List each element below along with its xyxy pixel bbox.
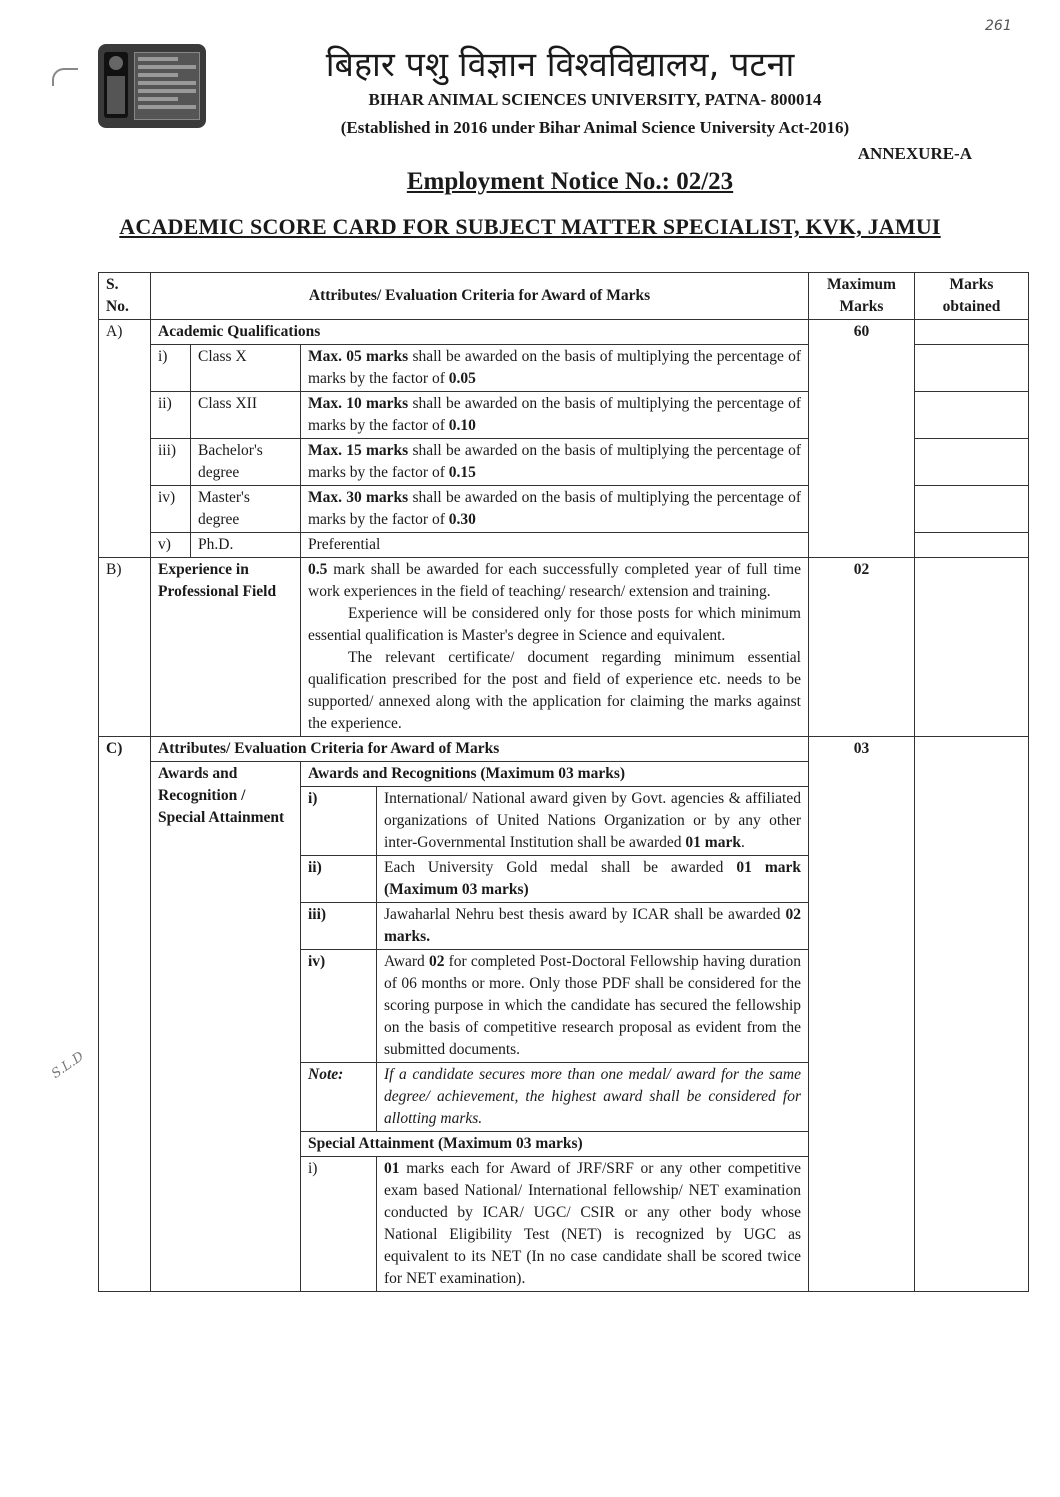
score-card-table — [98, 272, 1029, 1292]
marks-obtained-b — [915, 558, 1029, 737]
awards-heading: Awards and Recognitions (Maximum 03 marks) — [301, 762, 809, 787]
special-desc: 01 marks each for Award of JRF/SRF or any other competitive exam based National/ International fellowship/ NET examination conducted by ICAR/ UGC/ CSIR or any other body whose National Eligibility Test (NET) is recognized by UGC as equivalent to its NET (In no case candidate shall be scored twice for NET examination). — [377, 1157, 809, 1292]
header-sno: S. No. — [99, 273, 151, 320]
row-desc: Max. 30 marks shall be awarded on the basis of multiplying the percentage of marks by the factor of 0.30 — [301, 486, 809, 533]
row-desc: Max. 10 marks shall be awarded on the basis of multiplying the percentage of marks by the factor of 0.10 — [301, 392, 809, 439]
row-label: Bachelor's degree — [191, 439, 301, 486]
annexure-label: ANNEXURE-A — [857, 144, 972, 163]
award-num: i) — [301, 787, 377, 856]
section-b-row — [99, 558, 1029, 737]
marks-obtained-a5 — [915, 533, 1029, 558]
row-num: iv) — [151, 486, 191, 533]
note-label: Note: — [301, 1063, 377, 1132]
page-number: 261 — [985, 18, 1012, 34]
established-line: (Established in 2016 under Bihar Animal Science University Act-2016) — [340, 118, 850, 137]
award-desc: Each University Gold medal shall be awarded 01 mark (Maximum 03 marks) — [377, 856, 809, 903]
award-num: iv) — [301, 950, 377, 1063]
award-desc: Jawaharlal Nehru best thesis award by ICAR shall be awarded 02 marks. — [377, 903, 809, 950]
row-label: Ph.D. — [191, 533, 301, 558]
hindi-university-title: बिहार पशु विज्ञान विश्वविद्यालय, पटना — [325, 45, 795, 85]
section-b-max: 02 — [809, 558, 915, 737]
special-heading: Special Attainment (Maximum 03 marks) — [301, 1132, 809, 1157]
section-c-sno: C) — [99, 737, 151, 1292]
section-a-sno: A) — [99, 320, 151, 558]
row-desc: Max. 05 marks shall be awarded on the basis of multiplying the percentage of marks by the factor of 0.05 — [301, 345, 809, 392]
marks-obtained-a2 — [915, 392, 1029, 439]
section-c-max: 03 — [809, 737, 915, 1292]
note-text: If a candidate secures more than one medal/ award for the same degree/ achievement, the highest award shall be considered for allotting marks. — [377, 1063, 809, 1132]
row-desc: Max. 15 marks shall be awarded on the basis of multiplying the percentage of marks by the factor of 0.15 — [301, 439, 809, 486]
marks-obtained-a — [915, 320, 1029, 345]
row-num: ii) — [151, 392, 191, 439]
row-num: i) — [151, 345, 191, 392]
award-num: ii) — [301, 856, 377, 903]
row-num: iii) — [151, 439, 191, 486]
header-marks-obtained: Marks obtained — [915, 273, 1029, 320]
marks-obtained-a1 — [915, 345, 1029, 392]
section-b-sno: B) — [99, 558, 151, 737]
award-desc: International/ National award given by Govt. agencies & affiliated organizations of United Nations Organization or by any other inter-Governmental Institution shall be awarded 01 mark. — [377, 787, 809, 856]
award-desc: Award 02 for completed Post-Doctoral Fellowship having duration of 06 months or more. Only those PDF shall be considered for the scoring purpose in which the candidate has secured the fellowship on the basis of competitive research proposal as evident from the submitted documents. — [377, 950, 809, 1063]
row-desc: Preferential — [301, 533, 809, 558]
section-c-row — [99, 737, 1029, 762]
section-a-title: Academic Qualifications — [151, 320, 809, 345]
marks-obtained-a4 — [915, 486, 1029, 533]
employment-notice: Employment Notice No.: 02/23 — [406, 168, 734, 195]
marks-obtained-a3 — [915, 439, 1029, 486]
section-a-max: 60 — [809, 320, 915, 558]
english-university-title: BIHAR ANIMAL SCIENCES UNIVERSITY, PATNA- 800014 — [368, 90, 822, 109]
header-max-marks: Maximum Marks — [809, 273, 915, 320]
special-num: i) — [301, 1157, 377, 1292]
header-criteria: Attributes/ Evaluation Criteria for Award of Marks — [151, 273, 809, 320]
table-header-row — [99, 273, 1029, 320]
award-num: iii) — [301, 903, 377, 950]
section-c-heading: Attributes/ Evaluation Criteria for Award of Marks — [151, 737, 809, 762]
section-a-row — [99, 320, 1029, 345]
row-num: v) — [151, 533, 191, 558]
handwritten-signature: S.L.D — [48, 1049, 87, 1082]
row-label: Class XII — [191, 392, 301, 439]
score-card-title: ACADEMIC SCORE CARD FOR SUBJECT MATTER SPECIALIST, KVK, JAMUI — [119, 214, 941, 239]
section-c-title: Awards and Recognition / Special Attainment — [151, 762, 301, 1292]
marks-obtained-c — [915, 737, 1029, 1292]
section-b-desc: 0.5 mark shall be awarded for each successfully completed year of full time work experiences in the field of teaching/ research/ extension and training. Experience will be considered only for those posts for which minimum essential qualification is Master's degree in Science and equivalent. The relevant certificate/ document regarding minimum essential qualification prescribed for the post and field of experience etc. needs to be supported/ annexed along with the application for claiming the marks against the experience. — [301, 558, 809, 737]
section-b-title: Experience in Professional Field — [151, 558, 301, 737]
row-label: Master's degree — [191, 486, 301, 533]
row-label: Class X — [191, 345, 301, 392]
